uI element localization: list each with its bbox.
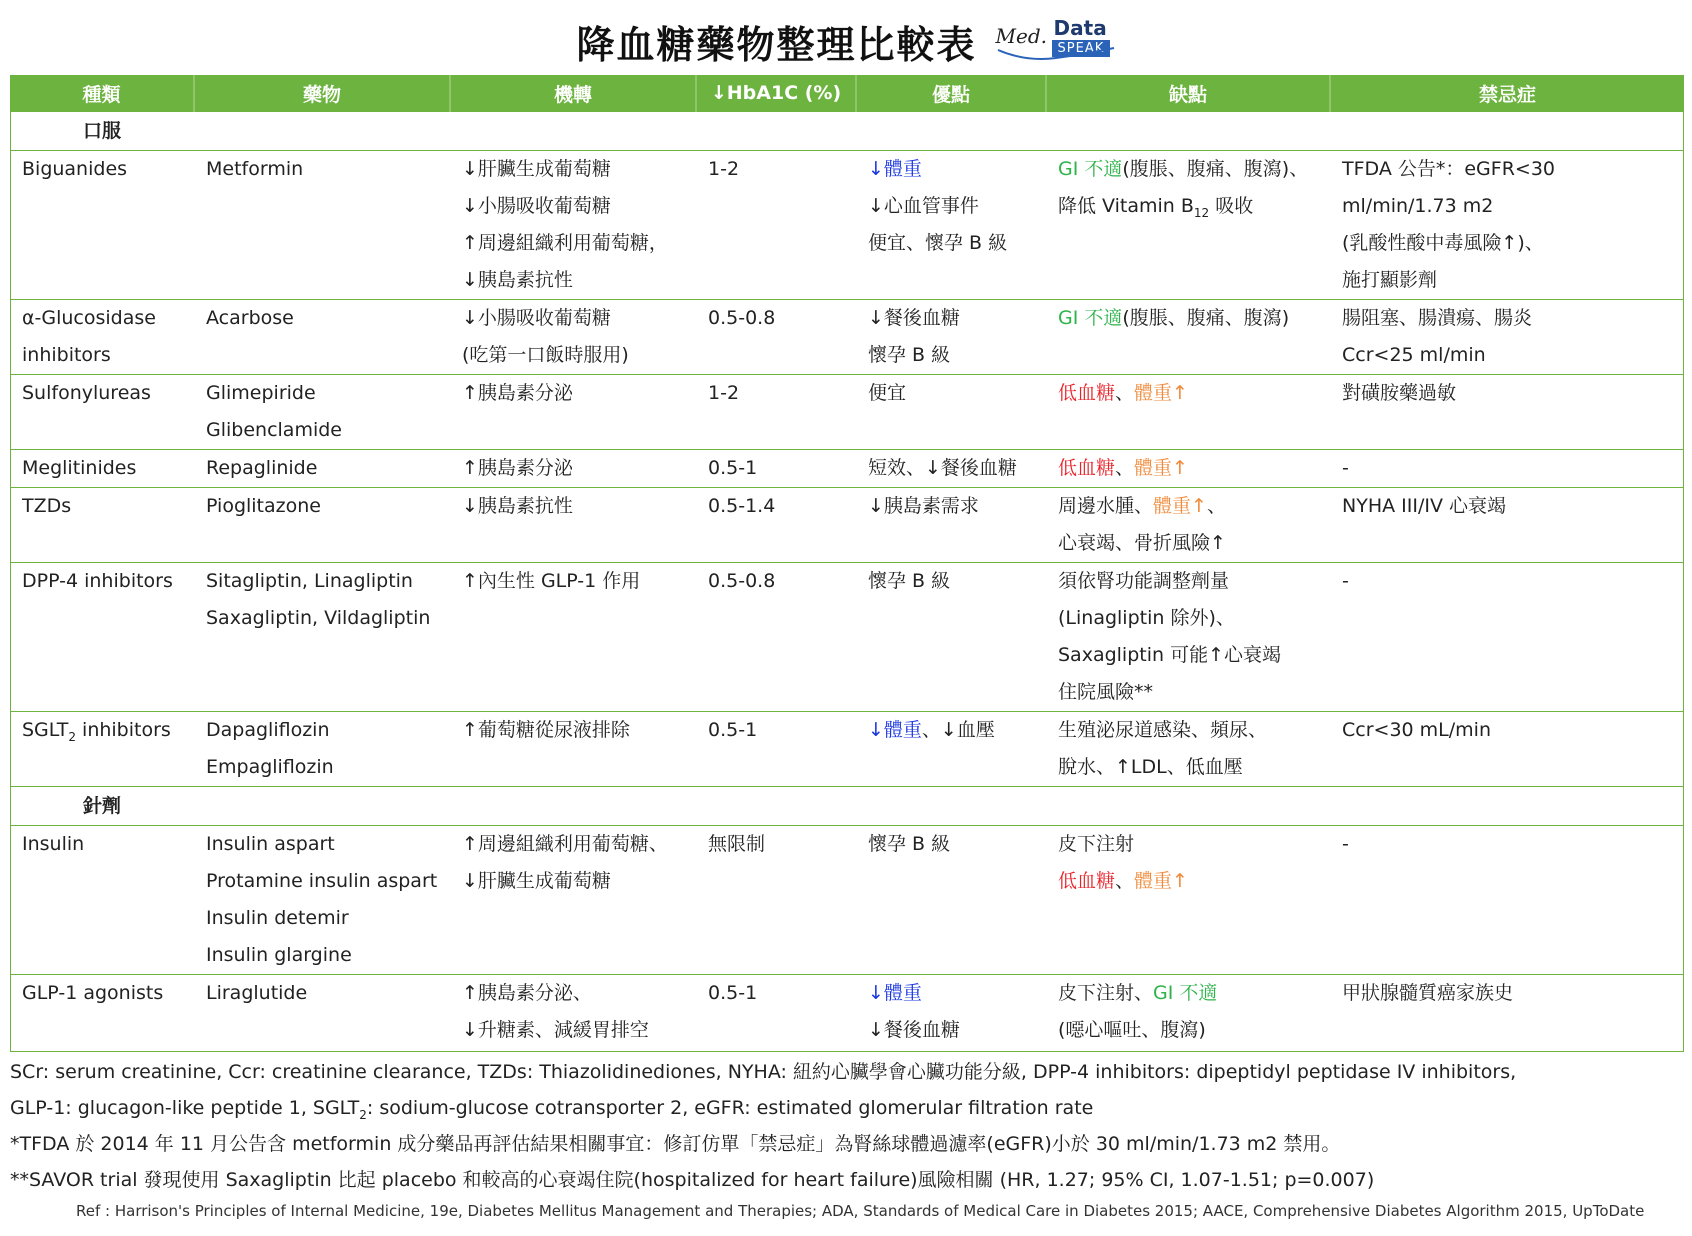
cell-cons: 生殖泌尿道感染、頻尿、 脫水、↑LDL、低血壓 [1046, 712, 1330, 787]
logo-swoosh-icon [996, 46, 1116, 66]
cell-drug: Pioglitazone [194, 488, 450, 563]
cell-cons: 皮下注射、GI 不適 (噁心嘔吐、腹瀉) [1046, 975, 1330, 1050]
header-cons: 缺點 [1046, 75, 1330, 112]
section-label-oral: 口服 [10, 112, 194, 151]
cell-contraindication: - [1330, 826, 1684, 975]
cell-drug: Liraglutide [194, 975, 450, 1050]
cell-mechanism: ↑葡萄糖從尿液排除 [450, 712, 696, 787]
cell-cons: 低血糖、體重↑ [1046, 450, 1330, 488]
cell-hba1c: 0.5-1 [696, 975, 856, 1050]
cell-mechanism: ↓胰島素抗性 [450, 488, 696, 563]
header-hba1c: ↓HbA1C (%) [696, 75, 856, 112]
cell-hba1c: 0.5-0.8 [696, 563, 856, 712]
cell-drug: Glimepiride Glibenclamide [194, 375, 450, 450]
header-drug: 藥物 [194, 75, 450, 112]
table-row-dpp4 [10, 563, 1684, 712]
cell-class: Meglitinides [10, 450, 194, 488]
cell-drug: Repaglinide [194, 450, 450, 488]
table-row-meglitinides [10, 450, 1684, 488]
cell-pros: ↓餐後血糖 懷孕 B 級 [856, 300, 1046, 375]
cell-hba1c: 0.5-1 [696, 712, 856, 787]
cell-pros: 懷孕 B 級 [856, 563, 1046, 712]
cell-hba1c: 0.5-1 [696, 450, 856, 488]
cell-pros: ↓體重 ↓心血管事件 便宜、懷孕 B 級 [856, 151, 1046, 300]
cell-class: TZDs [10, 488, 194, 563]
cell-class: Biguanides [10, 151, 194, 300]
table-row-insulin [10, 826, 1684, 975]
cell-pros: 便宜 [856, 375, 1046, 450]
title-area [0, 14, 1692, 69]
cell-contraindication: Ccr<30 mL/min [1330, 712, 1684, 787]
cell-cons: 皮下注射 低血糖、體重↑ [1046, 826, 1330, 975]
table-row-glp1 [10, 975, 1684, 1050]
footnote-abbreviations-1: SCr: serum creatinine, Ccr: creatinine clearance, TZDs: Thiazolidinediones, NYHA: 紐約心臟學會心臟功能分級, DPP-4 inhibitors: dipeptidyl peptidase IV inhibitors, [10, 1061, 1517, 1083]
cell-class: GLP-1 agonists [10, 975, 194, 1050]
cell-mechanism: ↓小腸吸收葡萄糖 (吃第一口飯時服用) [450, 300, 696, 375]
cell-cons: 須依腎功能調整劑量 (Linagliptin 除外)、 Saxagliptin 可能↑心衰竭 住院風險** [1046, 563, 1330, 712]
cell-drug: Metformin [194, 151, 450, 300]
cell-class: α-Glucosidase inhibitors [10, 300, 194, 375]
footnotes [10, 1054, 1684, 1198]
cell-cons: GI 不適(腹脹、腹痛、腹瀉) [1046, 300, 1330, 375]
cell-class: DPP-4 inhibitors [10, 563, 194, 712]
cell-drug: Dapagliflozin Empagliflozin [194, 712, 450, 787]
cell-hba1c: 0.5-0.8 [696, 300, 856, 375]
cell-contraindication: 對磺胺藥過敏 [1330, 375, 1684, 450]
cell-contraindication: TFDA 公告*：eGFR<30 ml/min/1.73 m2 (乳酸性酸中毒風險↑)、 施打顯影劑 [1330, 151, 1684, 300]
table-header-row [10, 75, 1684, 112]
table-row-biguanides [10, 151, 1684, 300]
cell-drug: Sitagliptin, Linagliptin Saxagliptin, Vildagliptin [194, 563, 450, 712]
cell-contraindication: - [1330, 563, 1684, 712]
footnote-savor: **SAVOR trial 發現使用 Saxagliptin 比起 placebo 和較高的心衰竭住院(hospitalized for heart failure)風險相關 (HR, 1.27; 95% CI, 1.07-1.51; p=0.007) [10, 1169, 1375, 1191]
cell-contraindication: 腸阻塞、腸潰瘍、腸炎 Ccr<25 ml/min [1330, 300, 1684, 375]
cell-mechanism: ↑胰島素分泌 [450, 375, 696, 450]
meddata-logo [996, 16, 1116, 68]
references: Ref : Harrison's Principles of Internal Medicine, 19e, Diabetes Mellitus Management and Therapies; ADA, Standards of Medical Care in Diabetes 2015; AACE, Comprehensive Diabetes Algorithm 2015, UpToDate [76, 1202, 1645, 1220]
cell-contraindication: 甲狀腺髓質癌家族史 [1330, 975, 1684, 1050]
table-row-sglt2 [10, 712, 1684, 787]
cell-mechanism: ↑胰島素分泌、 ↓升糖素、減緩胃排空 [450, 975, 696, 1050]
cell-cons: 周邊水腫、體重↑、 心衰竭、骨折風險↑ [1046, 488, 1330, 563]
cell-class: Insulin [10, 826, 194, 975]
cell-contraindication: NYHA III/IV 心衰竭 [1330, 488, 1684, 563]
cell-pros: ↓體重 ↓餐後血糖 [856, 975, 1046, 1050]
cell-hba1c: 0.5-1.4 [696, 488, 856, 563]
header-class: 種類 [10, 75, 194, 112]
table-row-sulfonylureas [10, 375, 1684, 450]
cell-cons: GI 不適(腹脹、腹痛、腹瀉)、 降低 Vitamin $B_{12}$ 吸收 [1046, 151, 1330, 300]
cell-mechanism: ↑周邊組織利用葡萄糖、 ↓肝臟生成葡萄糖 [450, 826, 696, 975]
logo-data-text: Data [1053, 15, 1107, 40]
section-label-injection: 針劑 [10, 787, 194, 826]
table-row-agi [10, 300, 1684, 375]
cell-drug: Insulin aspart Protamine insulin aspart Insulin detemir Insulin glargine [194, 826, 450, 975]
cell-class: Sulfonylureas [10, 375, 194, 450]
cell-pros: ↓胰島素需求 [856, 488, 1046, 563]
section-row-injection [10, 787, 1684, 826]
cell-drug: Acarbose [194, 300, 450, 375]
header-contraindication: 禁忌症 [1330, 75, 1684, 112]
cell-hba1c: 無限制 [696, 826, 856, 975]
logo-med-text: Med. [995, 23, 1048, 48]
table-row-tzds [10, 488, 1684, 563]
footnote-abbreviations-2: GLP-1: glucagon-like peptide 1, $SGLT_2$: sodium-glucose cotransporter 2, eGFR: estimated glomerular filtration rate [10, 1097, 1094, 1122]
cell-class: $SGLT_2$ inhibitors [10, 712, 194, 787]
footnote-tfda: *TFDA 於 2014 年 11 月公告含 metformin 成分藥品再評估結果相關事宜：修訂仿單「禁忌症」為腎絲球體過濾率(eGFR)小於 30 ml/min/1.73 m2 禁用。 [10, 1133, 1341, 1155]
cell-pros: 懷孕 B 級 [856, 826, 1046, 975]
header-mechanism: 機轉 [450, 75, 696, 112]
cell-mechanism: ↑內生性 GLP-1 作用 [450, 563, 696, 712]
cell-pros: 短效、↓餐後血糖 [856, 450, 1046, 488]
cell-mechanism: ↓肝臟生成葡萄糖 ↓小腸吸收葡萄糖 ↑周邊組織利用葡萄糖， ↓胰島素抗性 [450, 151, 696, 300]
cell-hba1c: 1-2 [696, 375, 856, 450]
comparison-table [10, 75, 1684, 1049]
page-title: 降血糖藥物整理比較表 [576, 23, 977, 67]
logo-speak-text: SPEAK [1052, 40, 1111, 57]
cell-contraindication: - [1330, 450, 1684, 488]
cell-cons: 低血糖、體重↑ [1046, 375, 1330, 450]
cell-mechanism: ↑胰島素分泌 [450, 450, 696, 488]
cell-pros: ↓體重、↓血壓 [856, 712, 1046, 787]
section-row-oral [10, 112, 1684, 151]
header-pros: 優點 [856, 75, 1046, 112]
cell-hba1c: 1-2 [696, 151, 856, 300]
